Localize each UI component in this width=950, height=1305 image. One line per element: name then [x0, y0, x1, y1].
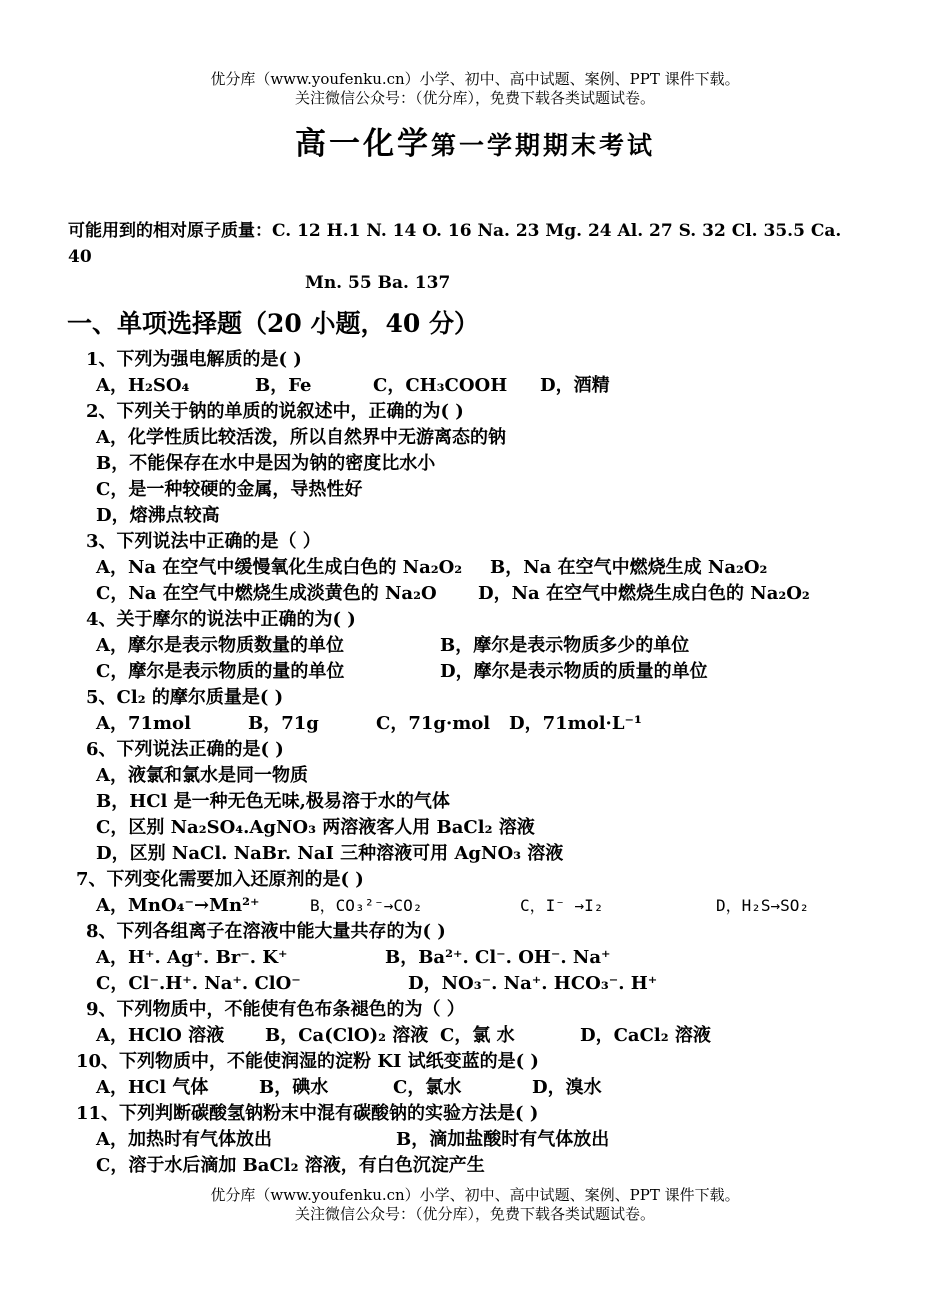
q1-option-a: A，H₂SO₄ — [96, 375, 190, 396]
q7-option-c: C，I⁻ →I₂ — [520, 896, 604, 915]
atomic-masses-line-2: Mn. 55 Ba. 137 — [305, 273, 451, 293]
page-footer-line-1: 优分库（www.youfenku.cn）小学、初中、高中试题、案例、PPT 课件下载。 — [210, 1186, 740, 1204]
q2-option-d: D，熔沸点较高 — [96, 505, 220, 526]
q10-option-b: B，碘水 — [259, 1077, 329, 1098]
q4-option-d: D，摩尔是表示物质的质量的单位 — [440, 661, 708, 682]
q8-option-c: C，Cl⁻.H⁺. Na⁺. ClO⁻ — [96, 973, 301, 994]
q8-option-b: B，Ba²⁺. Cl⁻. OH⁻. Na⁺ — [385, 947, 611, 968]
q1-option-c: C，CH₃COOH — [373, 375, 508, 396]
section-1-title: 一、单项选择题（20 小题，40 分） — [67, 309, 479, 338]
q7-option-b: B，CO₃²⁻→CO₂ — [310, 896, 423, 915]
q9-option-b: B，Ca(ClO)₂ 溶液 — [265, 1025, 429, 1046]
page-header-line-1: 优分库（www.youfenku.cn）小学、初中、高中试题、案例、PPT 课件下载。 — [210, 70, 740, 88]
q3-option-d: D，Na 在空气中燃烧生成白色的 Na₂O₂ — [478, 583, 810, 604]
q6-stem: 6、下列说法正确的是( ) — [86, 739, 284, 760]
q8-option-d: D，NO₃⁻. Na⁺. HCO₃⁻. H⁺ — [408, 973, 658, 994]
q6-option-a: A，液氯和氯水是同一物质 — [96, 765, 308, 786]
q1-option-b: B，Fe — [255, 375, 312, 396]
q3-option-b: B，Na 在空气中燃烧生成 Na₂O₂ — [490, 557, 768, 578]
title-part-2: 第一学期期末考试 — [430, 131, 655, 160]
q4-option-a: A，摩尔是表示物质数量的单位 — [96, 635, 344, 656]
q3-option-a: A，Na 在空气中缓慢氧化生成白色的 Na₂O₂ — [96, 557, 463, 578]
q2-option-c: C，是一种较硬的金属，导热性好 — [96, 479, 363, 500]
q5-option-a: A，71mol — [96, 713, 191, 734]
q10-option-d: D，溴水 — [532, 1077, 602, 1098]
q10-stem: 10、下列物质中，不能使润湿的淀粉 KI 试纸变蓝的是( ) — [76, 1051, 539, 1072]
q8-stem: 8、下列各组离子在溶液中能大量共存的为( ) — [86, 921, 446, 942]
q4-option-b: B，摩尔是表示物质多少的单位 — [440, 635, 690, 656]
q4-option-c: C，摩尔是表示物质的量的单位 — [96, 661, 345, 682]
q2-option-b: B，不能保存在水中是因为钠的密度比水小 — [96, 453, 436, 474]
q4-stem: 4、关于摩尔的说法中正确的为( ) — [86, 609, 356, 630]
page-title — [0, 118, 950, 163]
page-footer-line-2: 关注微信公众号：（优分库），免费下载各类试题试卷。 — [294, 1205, 655, 1223]
q11-option-b: B，滴加盐酸时有气体放出 — [396, 1129, 610, 1150]
q3-stem: 3、下列说法中正确的是（ ） — [86, 531, 321, 552]
q9-option-c: C，氯 水 — [440, 1025, 515, 1046]
q1-option-d: D，酒精 — [540, 375, 610, 396]
q8-option-a: A，H⁺. Ag⁺. Br⁻. K⁺ — [96, 947, 288, 968]
q6-option-d: D，区别 NaCl. NaBr. NaI 三种溶液可用 AgNO₃ 溶液 — [96, 843, 564, 864]
q9-stem: 9、下列物质中，不能使有色布条褪色的为（ ） — [86, 999, 465, 1020]
q2-stem: 2、下列关于钠的单质的说叙述中，正确的为( ) — [86, 401, 464, 422]
q2-option-a: A，化学性质比较活泼，所以自然界中无游离态的钠 — [96, 427, 506, 448]
q7-option-a: A，MnO₄⁻→Mn²⁺ — [96, 895, 260, 916]
q1-stem: 1、下列为强电解质的是( ) — [86, 349, 302, 370]
q5-option-d: D，71mol·L⁻¹ — [509, 713, 642, 734]
q5-option-b: B，71g — [248, 713, 319, 734]
q6-option-b: B，HCl 是一种无色无味,极易溶于水的气体 — [96, 791, 450, 812]
q7-stem: 7、下列变化需要加入还原剂的是( ) — [76, 869, 364, 890]
q5-option-c: C，71g·mol — [376, 713, 491, 734]
q6-option-c: C，区别 Na₂SO₄.AgNO₃ 两溶液客人用 BaCl₂ 溶液 — [96, 817, 535, 838]
q10-option-c: C，氯水 — [393, 1077, 462, 1098]
q11-option-a: A，加热时有气体放出 — [96, 1129, 272, 1150]
q7-option-d: D，H₂S→SO₂ — [716, 896, 810, 915]
atomic-masses — [68, 218, 868, 296]
q3-option-c: C，Na 在空气中燃烧生成淡黄色的 Na₂O — [96, 583, 437, 604]
q9-option-a: A，HClO 溶液 — [96, 1025, 225, 1046]
page-header-line-2: 关注微信公众号：（优分库），免费下载各类试题试卷。 — [294, 89, 655, 107]
q5-stem: 5、Cl₂ 的摩尔质量是( ) — [86, 687, 284, 708]
q11-option-c: C，溶于水后滴加 BaCl₂ 溶液，有白色沉淀产生 — [96, 1155, 485, 1176]
q10-option-a: A，HCl 气体 — [96, 1077, 209, 1098]
title-part-1: 高一化学 — [294, 126, 431, 162]
q9-option-d: D，CaCl₂ 溶液 — [580, 1025, 711, 1046]
atomic-masses-line-1: 可能用到的相对原子质量：C. 12 H.1 N. 14 O. 16 Na. 23 Mg. 24 Al. 27 S. 32 Cl. 35.5 Ca. 40 — [68, 221, 842, 267]
q11-stem: 11、下列判断碳酸氢钠粉末中混有碳酸钠的实验方法是( ) — [76, 1103, 539, 1124]
